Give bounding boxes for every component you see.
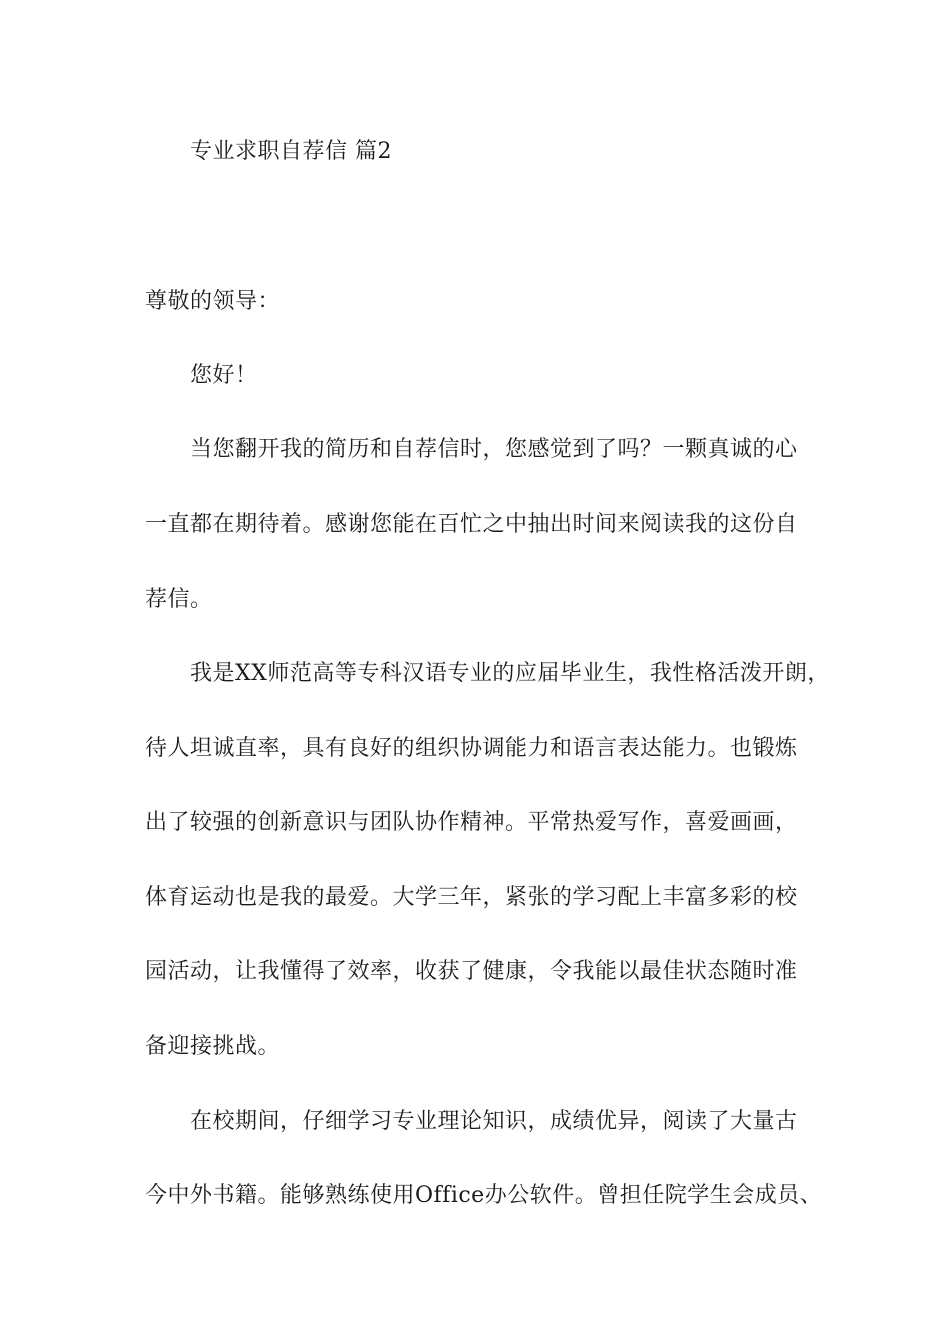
paragraph-line: 备迎接挑战。 (145, 1034, 281, 1059)
paragraph-line: 体育运动也是我的最爱。大学三年，紧张的学习配上丰富多彩的校 (145, 885, 798, 910)
paragraph-line: 出了较强的创新意识与团队协作精神。平常热爱写作，喜爱画画， (145, 810, 798, 835)
paragraph-line: 今中外书籍。能够熟练使用Office办公软件。曾担任院学生会成员、 (145, 1183, 823, 1208)
paragraph-line: 园活动，让我懂得了效率，收获了健康，令我能以最佳状态随时准 (145, 959, 798, 984)
paragraph-line: 当您翻开我的简历和自荐信时，您感觉到了吗？一颗真诚的心 (190, 437, 798, 462)
paragraph-line: 荐信。 (145, 587, 213, 612)
paragraph-line: 在校期间，仔细学习专业理论知识，成绩优异，阅读了大量古 (190, 1109, 798, 1134)
document-title: 专业求职自荐信 篇2 (190, 139, 392, 164)
paragraph-line: 待人坦诚直率，具有良好的组织协调能力和语言表达能力。也锻炼 (145, 736, 798, 761)
paragraph-line: 一直都在期待着。感谢您能在百忙之中抽出时间来阅读我的这份自 (145, 512, 798, 537)
greeting: 您好！ (190, 363, 258, 388)
paragraph-line: 我是XX师范高等专科汉语专业的应届毕业生，我性格活泼开朗， (190, 661, 830, 686)
salutation: 尊敬的领导： (145, 289, 281, 314)
